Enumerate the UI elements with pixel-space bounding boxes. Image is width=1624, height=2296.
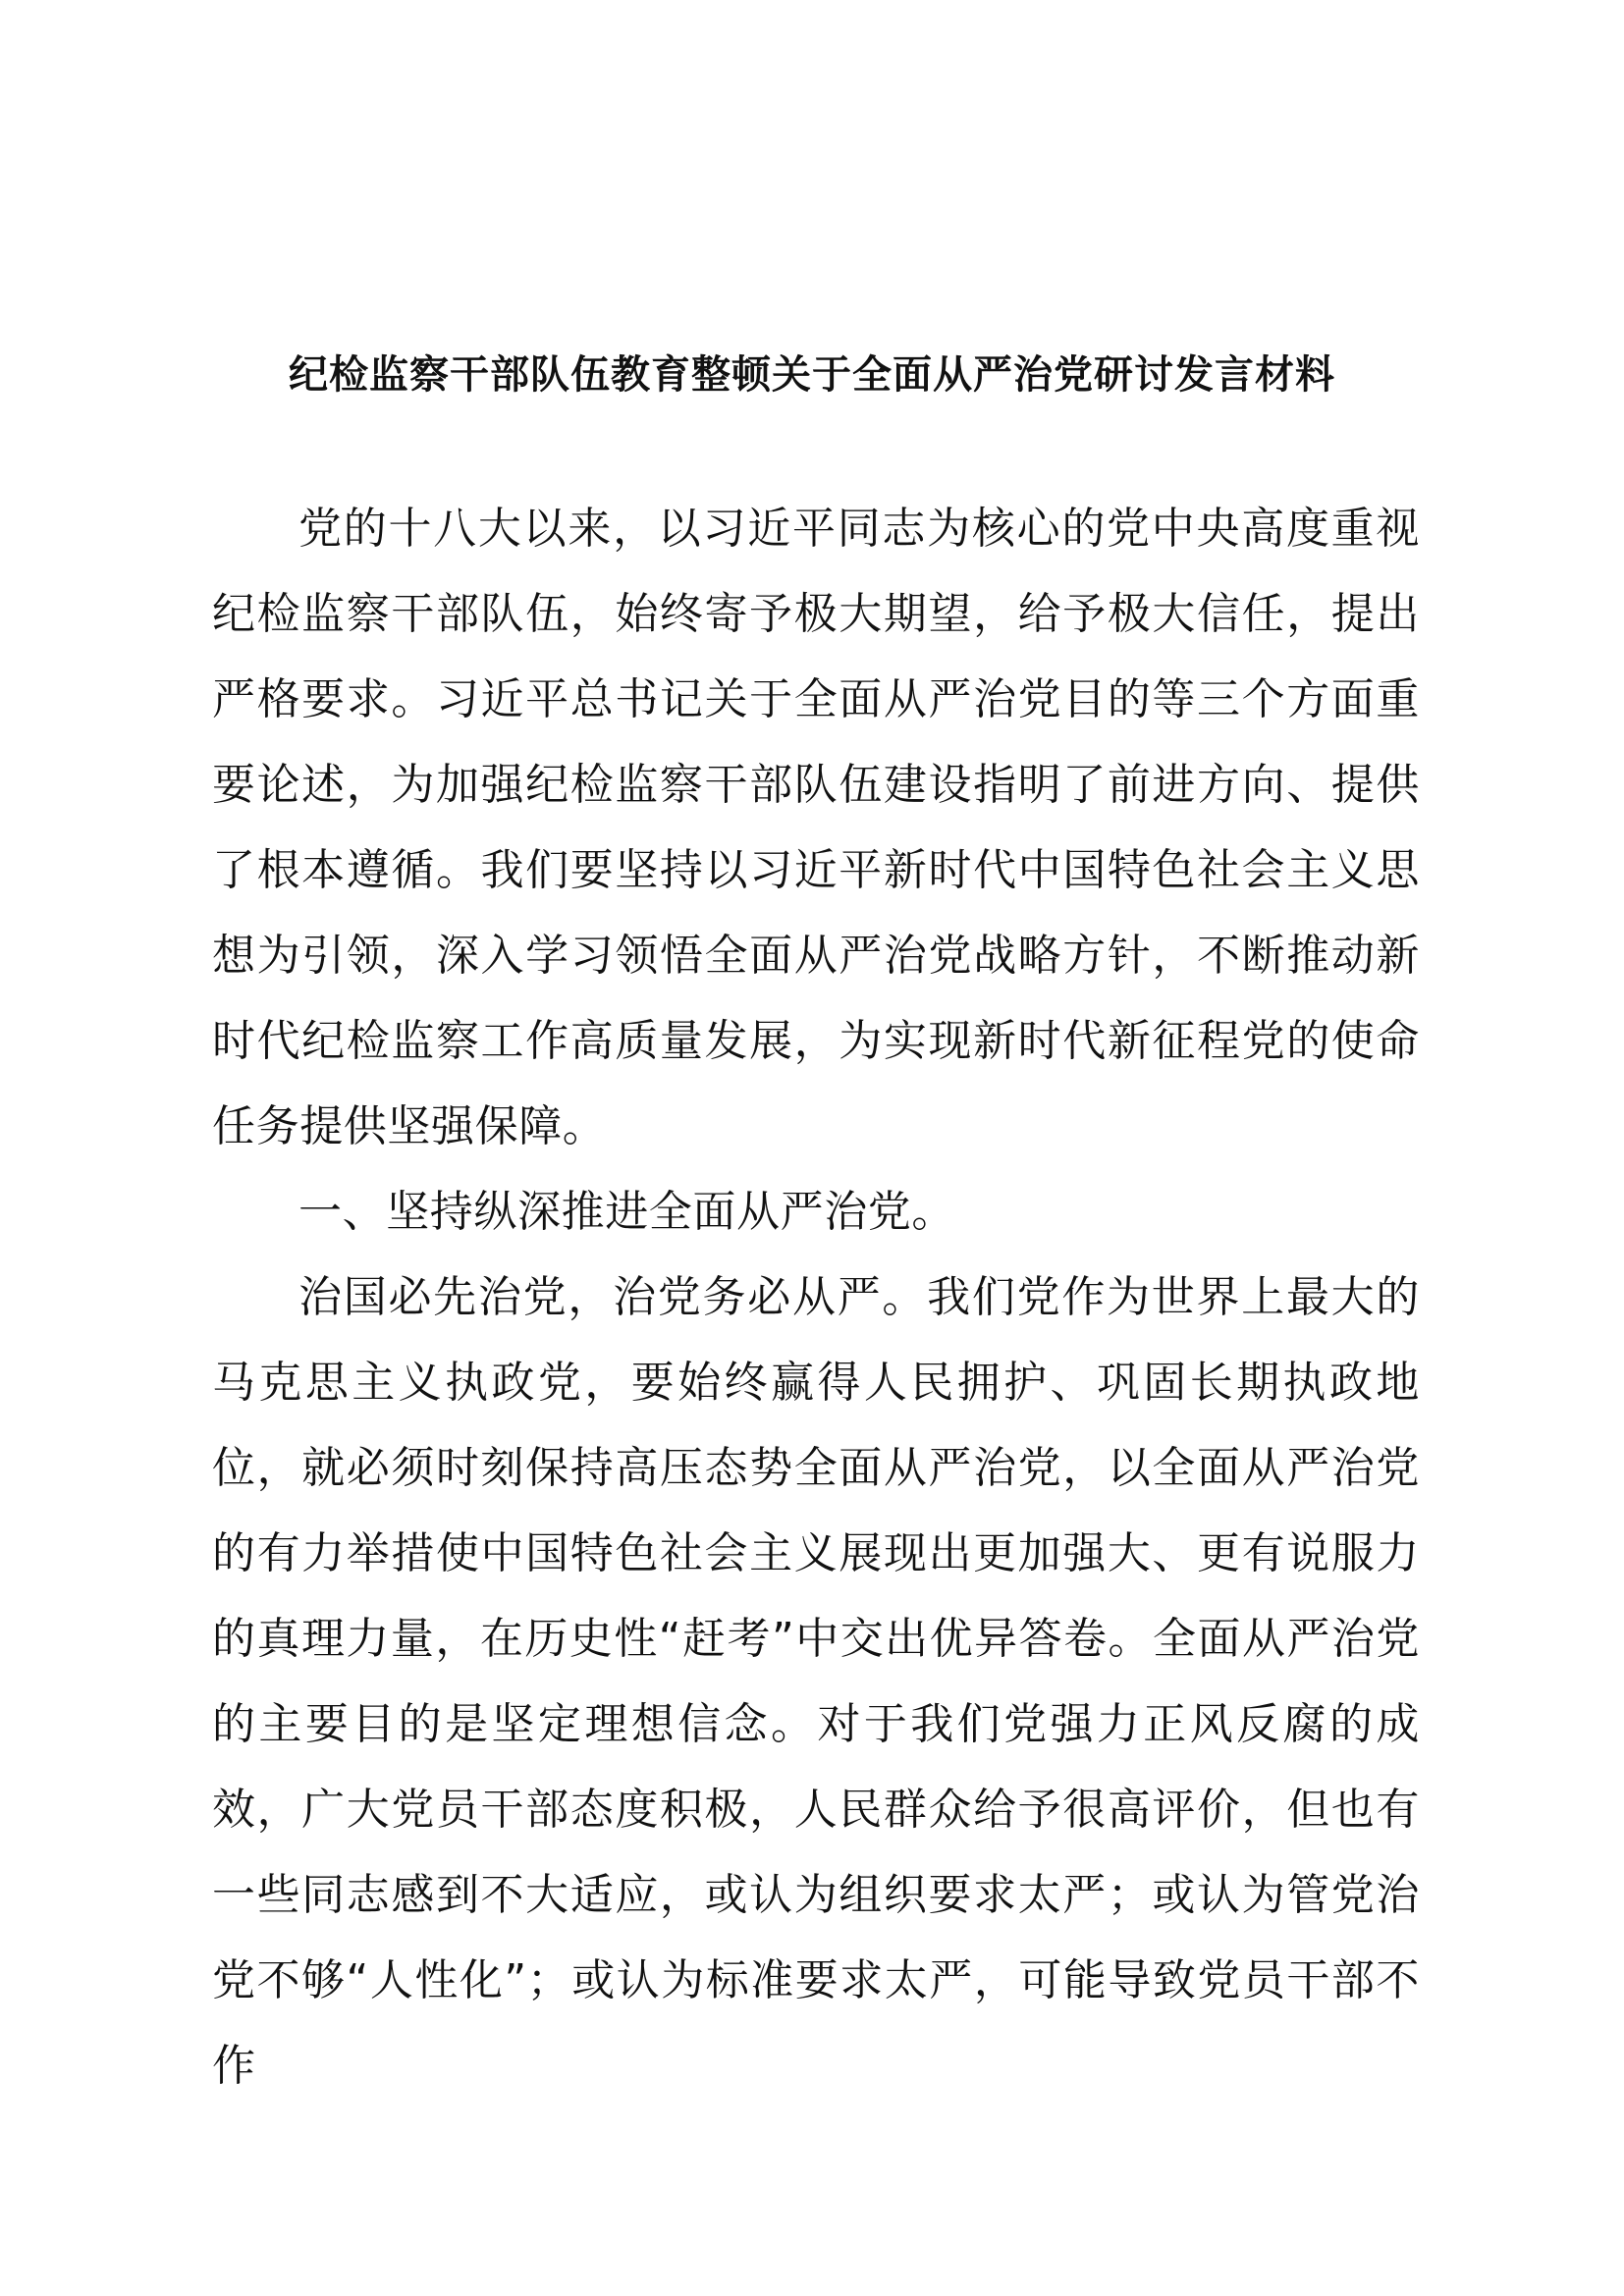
paragraph-section-1: 治国必先治党，治党务必从严。我们党作为世界上最大的马克思主义执政党，要始终赢得人民拥护、巩固长期执政地位，就必须时刻保持高压态势全面从严治党，以全面从严治党的有力举措使中国特色社会主义展现出更加强大、更有说服力的真理力量，在历史性“赶考”中交出优异答卷。全面从严治党的主要目的是坚定理想信念。对于我们党强力正风反腐的成效，广大党员干部态度积极，人民群众给予很高评价，但也有一些同志感到不大适应，或认为组织要求太严；或认为管党治党不够“人性化”；或认为标准要求太严，可能导致党员干部不作 (212, 1272, 1420, 2091)
section-heading-1: 一、坚持纵深推进全面从严治党。 (298, 1187, 955, 1237)
document-title: 纪检监察干部队伍教育整顿关于全面从严治党研讨发言材料 (289, 352, 1335, 398)
paragraph-intro: 党的十八大以来，以习近平同志为核心的党中央高度重视纪检监察干部队伍，始终寄予极大期望，给予极大信任，提出严格要求。习近平总书记关于全面从严治党目的等三个方面重要论述，为加强纪检监察干部队伍建设指明了前进方向、提供了根本遵循。我们要坚持以习近平新时代中国特色社会主义思想为引领，深入学习领悟全面从严治党战略方针，不断推动新时代纪检监察工作高质量发展，为实现新时代新征程党的使命任务提供坚强保障。 (212, 504, 1420, 1151)
document-body (212, 486, 1420, 2109)
